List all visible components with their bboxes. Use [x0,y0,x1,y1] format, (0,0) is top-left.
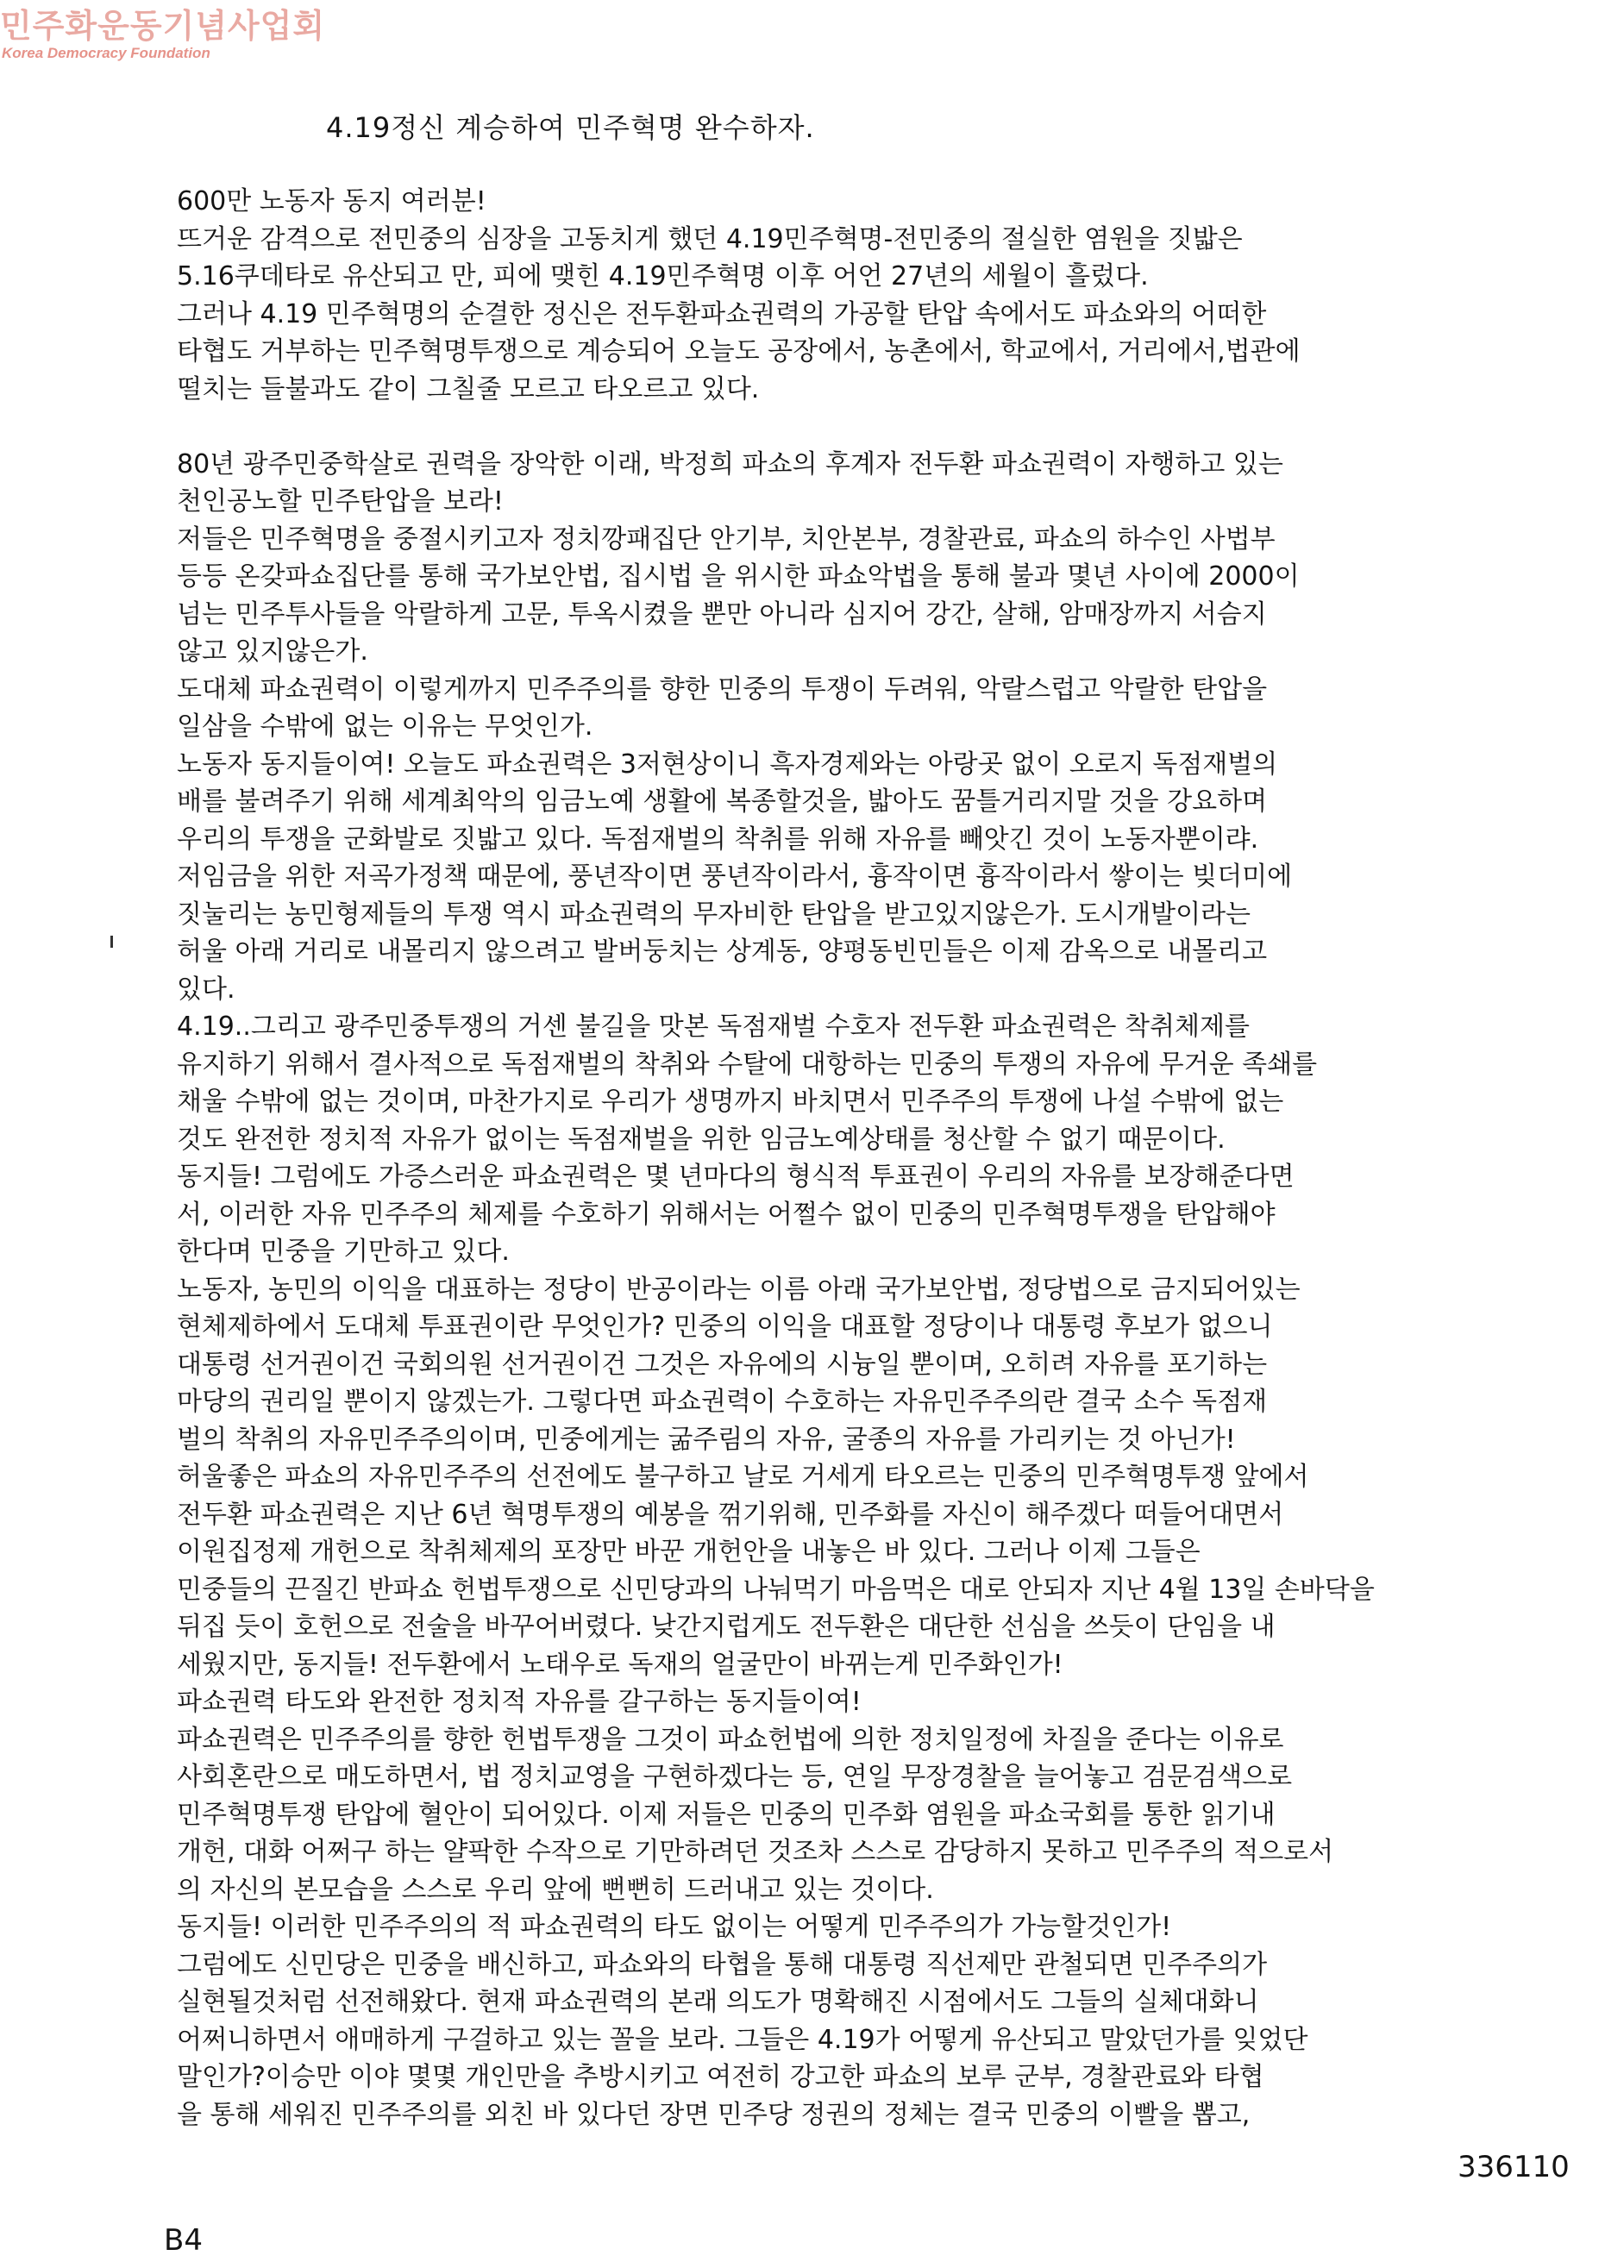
text-line: 배를 불려주기 위해 세계최악의 임금노예 생활에 복종할것을, 밟아도 꿈틀거리지말 것을 강요하며 [177,786,1268,817]
text-line: 않고 있지않은가. [177,636,368,667]
foundation-watermark [0,7,326,62]
text-line: 600만 노동자 동지 여러분! [177,186,486,216]
text-line: 벌의 착취의 자유민주주의이며, 민중에게는 굶주림의 자유, 굴종의 자유를 가리키는 것 아닌가! [177,1424,1236,1455]
text-line: 뒤집 듯이 호헌으로 전술을 바꾸어버렸다. 낮간지럽게도 전두환은 대단한 선심을 쓰듯이 단임을 내 [177,1612,1276,1642]
text-line: 그러나 4.19 민주혁명의 순결한 정신은 전두환파쇼권력의 가공할 탄압 속에서도 파쇼와의 어떠한 [177,298,1267,329]
text-line: 말인가?이승만 이야 몇몇 개인만을 추방시키고 여전히 강고한 파쇼의 보루 군부, 경찰관료와 타협 [177,2062,1264,2092]
text-line: 일삼을 수밖에 없는 이유는 무엇인가. [177,711,593,742]
text-line: 노동자, 농민의 이익을 대표하는 정당이 반공이라는 이름 아래 국가보안법, 정당법으로 금지되어있는 [177,1274,1301,1305]
text-line: 도대체 파쇼권력이 이렇게까지 민주주의를 향한 민중의 투쟁이 두려워, 악랄스럽고 악랄한 탄압을 [177,674,1268,705]
text-line: 파쇼권력 타도와 완전한 정치적 자유를 갈구하는 동지들이여! [177,1687,862,1717]
text-line: 세웠지만, 동지들! 전두환에서 노태우로 독재의 얼굴만이 바뀌는게 민주화인가! [177,1649,1063,1680]
text-line: 것도 완전한 정치적 자유가 없이는 독점재벌을 위한 임금노예상태를 청산할 수 없기 때문이다. [177,1124,1226,1155]
text-line: 동지들! 이러한 민주주의의 적 파쇼권력의 타도 없이는 어떻게 민주주의가 가능할것인가! [177,1912,1172,1942]
text-line: 전두환 파쇼권력은 지난 6년 혁명투쟁의 예봉을 꺾기위해, 민주화를 자신이 해주겠다 떠들어대면서 [177,1499,1284,1530]
text-line: 동지들! 그럼에도 가증스러운 파쇼권력은 몇 년마다의 형식적 투표권이 우리의 자유를 보장해준다면 [177,1162,1295,1192]
text-line: 개헌, 대화 어쩌구 하는 얄팍한 수작으로 기만하려던 것조차 스스로 감당하지 못하고 민주주의 적으로서 [177,1837,1334,1867]
text-line: 민주혁명투쟁 탄압에 혈안이 되어있다. 이제 저들은 민중의 민주화 염원을 파쇼국회를 통한 읽기내 [177,1799,1276,1830]
text-line: 어쩌니하면서 애매하게 구걸하고 있는 꼴을 보라. 그들은 4.19가 어떻게 유산되고 말았던가를 잊었단 [177,2024,1308,2055]
text-line: 대통령 선거권이건 국회의원 선거권이건 그것은 자유에의 시늉일 뿐이며, 오히려 자유를 포기하는 [177,1349,1268,1380]
text-line: 파쇼권력은 민주주의를 향한 헌법투쟁을 그것이 파쇼헌법에 의한 정치일정에 차질을 준다는 이유로 [177,1724,1284,1755]
text-line: 5.16쿠데타로 유산되고 만, 피에 맺힌 4.19민주혁명 이후 어언 27년의 세월이 흘렀다. [177,261,1149,291]
text-line: 유지하기 위해서 결사적으로 독점재벌의 착취와 수탈에 대항하는 민중의 투쟁의 자유에 무거운 족쇄를 [177,1049,1318,1080]
text-line: 4.19..그리고 광주민중투쟁의 거센 불길을 맛본 독점재벌 수호자 전두환 파쇼권력은 착취체제를 [177,1012,1250,1042]
text-line: 노동자 동지들이여! 오늘도 파쇼권력은 3저현상이니 흑자경제와는 아랑곳 없이 오로지 독점재벌의 [177,749,1278,780]
text-line: 저들은 민주혁명을 중절시키고자 정치깡패집단 안기부, 치안본부, 경찰관료, 파쇼의 하수인 사법부 [177,523,1276,554]
text-line: 허울좋은 파쇼의 자유민주주의 선전에도 불구하고 날로 거세게 타오르는 민중의 민주혁명투쟁 앞에서 [177,1462,1309,1492]
text-line: 등등 온갖파쇼집단를 통해 국가보안법, 집시법 을 위시한 파쇼악법을 통해 불과 몇년 사이에 2000이 [177,561,1300,592]
watermark-english-text: Korea Democracy Foundation [2,45,210,61]
margin-mark [110,936,113,948]
text-line: 떨치는 들불과도 같이 그칠줄 모르고 타오르고 있다. [177,373,760,404]
text-line: 의 자신의 본모습을 스스로 우리 앞에 뻔뻔히 드러내고 있는 것이다. [177,1874,934,1905]
handwritten-page-number: B4 [164,2223,203,2258]
handwritten-page-code: 336110 [1458,2150,1570,2184]
text-line: 채울 수밖에 없는 것이며, 마찬가지로 우리가 생명까지 바치면서 민주주의 투쟁에 나설 수밖에 없는 [177,1087,1284,1117]
text-line: 마당의 권리일 뿐이지 않겠는가. 그렇다면 파쇼권력이 수호하는 자유민주주의란 결국 소수 독점재 [177,1387,1268,1417]
paragraph-spacer [177,408,1453,446]
text-line: 짓눌리는 농민형제들의 투쟁 역시 파쇼권력의 무자비한 탄압을 받고있지않은가. 도시개발이라는 [177,899,1251,930]
text-line: 뜨거운 감격으로 전민중의 심장을 고동치게 했던 4.19민주혁명-전민중의 절실한 염원을 짓밟은 [177,223,1243,254]
document-body [177,183,1453,2133]
text-line: 현체제하에서 도대체 투표권이란 무엇인가? 민중의 이익을 대표할 정당이나 대통령 후보가 없으니 [177,1312,1273,1342]
text-line: 그럼에도 신민당은 민중을 배신하고, 파쇼와의 타협을 통해 대통령 직선제만 관철되면 민주주의가 [177,1949,1268,1980]
text-line: 있다. [177,974,235,1005]
text-line: 80년 광주민중학살로 권력을 장악한 이래, 박정희 파쇼의 후계자 전두환 파쇼권력이 자행하고 있는 [177,448,1283,479]
text-line: 허울 아래 거리로 내몰리지 않으려고 발버둥치는 상계동, 양평동빈민들은 이제 감옥으로 내몰리고 [177,937,1268,967]
text-line: 한다며 민중을 기만하고 있다. [177,1237,510,1267]
text-line: 타협도 거부하는 민주혁명투쟁으로 계승되어 오늘도 공장에서, 농촌에서, 학교에서, 거리에서,법관에 [177,336,1301,367]
document-title: 4.19정신 계승하여 민주혁명 완수하자. [326,111,815,144]
text-line: 이원집정제 개헌으로 착취체제의 포장만 바꾼 개헌안을 내놓은 바 있다. 그러나 이제 그들은 [177,1537,1201,1567]
text-line: 사회혼란으로 매도하면서, 법 정치교영을 구현하겠다는 등, 연일 무장경찰을 늘어놓고 검문검색으로 [177,1762,1293,1792]
text-line: 을 통해 세워진 민주주의를 외친 바 있다던 장면 민주당 정권의 정체는 결국 민중의 이빨을 뽑고, [177,2099,1251,2130]
text-line: 실현될것처럼 선전해왔다. 현재 파쇼권력의 본래 의도가 명확해진 시점에서도 그들의 실체대화니 [177,1987,1259,2017]
text-line: 우리의 투쟁을 군화발로 짓밟고 있다. 독점재벌의 착취를 위해 자유를 빼앗긴 것이 노동자뿐이랴. [177,824,1259,855]
watermark-korean-text: 민주화운동기념사업회 [0,7,326,45]
text-line: 저임금을 위한 저곡가정책 때문에, 풍년작이면 풍년작이라서, 흉작이면 흉작이라서 쌓이는 빚더미에 [177,861,1293,892]
text-line: 서, 이러한 자유 민주주의 체제를 수호하기 위해서는 어쩔수 없이 민중의 민주혁명투쟁을 탄압해야 [177,1199,1276,1230]
text-line: 민중들의 끈질긴 반파쇼 헌법투쟁으로 신민당과의 나눠먹기 마음먹은 대로 안되자 지난 4월 13일 손바닥을 [177,1574,1375,1605]
text-line: 넘는 민주투사들을 악랄하게 고문, 투옥시켰을 뿐만 아니라 심지어 강간, 살해, 암매장까지 서슴지 [177,598,1267,630]
text-line: 천인공노할 민주탄압을 보라! [177,486,504,517]
